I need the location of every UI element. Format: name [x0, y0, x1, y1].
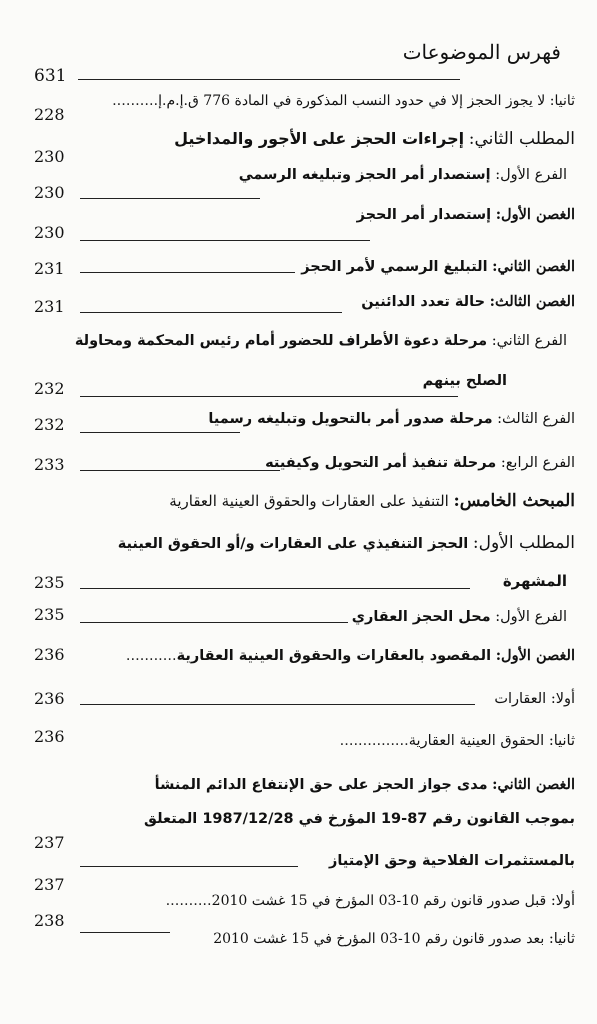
- toc-entry-leader-line: [80, 932, 170, 933]
- toc-entry-leader-line: [80, 704, 475, 705]
- toc-entry-continuation: الصلح بينهم: [422, 373, 507, 389]
- toc-entry-label: الغصن الأول:: [495, 206, 575, 223]
- toc-entry-leader-line: [80, 312, 342, 313]
- toc-entry-continuation: بموجب القانون رقم 87-19 المؤرخ في 1987/12/28 المتعلق: [144, 811, 575, 827]
- toc-entry-page: 236: [34, 645, 65, 664]
- toc-entry-label: المطلب الثاني:: [468, 129, 575, 149]
- toc-entry-leader-line: [80, 396, 458, 397]
- toc-entry-leader: ..........: [112, 93, 159, 109]
- toc-entry: [155, 774, 575, 796]
- toc-entry-page: 235: [34, 573, 65, 592]
- toc-entry-title: مرحلة دعوة الأطراف للحضور أمام رئيس المحكمة ومحاولة: [74, 333, 488, 349]
- toc-entry-title: إجراءات الحجز على الأجور والمداخيل: [174, 129, 465, 148]
- toc-entry-label: ثانيا:: [548, 733, 575, 749]
- toc-entry-page: 236: [34, 689, 65, 708]
- toc-entry: [213, 928, 575, 950]
- toc-entry-title: التنفيذ على العقارات والحقوق العينية العقارية: [169, 492, 449, 510]
- toc-entry-label: الغصن الثاني:: [492, 258, 575, 275]
- running-header-title: فهرس الموضوعات: [402, 40, 561, 64]
- toc-entry-leader-line: [80, 198, 260, 199]
- toc-entry-title: العقارات: [494, 691, 547, 707]
- toc-entry: [112, 90, 575, 112]
- toc-entry-title: مدى جواز الحجز على حق الإنتفاع الدائم المنشأ: [154, 777, 488, 793]
- toc-entry-label: الفرع الرابع:: [500, 455, 575, 471]
- toc-entry-page: 230: [34, 183, 65, 202]
- toc-entry-label: المبحث الخامس:: [453, 491, 575, 511]
- toc-entry-title: مرحلة صدور أمر بالتحويل وتبليغه رسميا: [208, 411, 493, 427]
- toc-entry-label: أولا:: [550, 691, 575, 707]
- toc-entry-page: 232: [34, 415, 65, 434]
- toc-entry-page: 235: [34, 605, 65, 624]
- toc-entry-page: 237: [34, 833, 65, 852]
- toc-entry-label: الغصن الثالث:: [489, 293, 575, 310]
- toc-entry: [126, 645, 575, 667]
- toc-entry-label: الفرع الأول:: [495, 167, 567, 183]
- toc-entry-page: 236: [34, 727, 65, 746]
- toc-entry-leader-line: [80, 240, 370, 241]
- toc-entry-leader-line: [80, 622, 348, 623]
- toc-entry-page: 238: [34, 911, 65, 930]
- toc-entry-leader: ..........: [165, 893, 212, 909]
- toc-entry-page: 230: [34, 223, 65, 242]
- toc-entry: [208, 408, 575, 430]
- toc-entry-label: الغصن الثاني:: [492, 776, 575, 793]
- toc-entry: [169, 490, 575, 512]
- toc-entry-page: 233: [34, 455, 65, 474]
- toc-entry: [239, 164, 567, 186]
- toc-entry-page: 228: [34, 105, 65, 124]
- toc-entry-title: الحجز التنفيذي على العقارات و/أو الحقوق العينية: [117, 536, 469, 552]
- toc-entry-title: حالة تعدد الدائنين: [361, 294, 486, 310]
- toc-entry-title: إستصدار أمر الحجز وتبليغه الرسمي: [238, 167, 491, 183]
- toc-entry-title: ثانيا: لا يجوز الحجز إلا في حدود النسب المذكورة في المادة 776 ق.إ.م.إ: [158, 93, 575, 109]
- toc-entry-label: الغصن الأول:: [495, 647, 575, 664]
- toc-entry-label: المطلب الأول:: [472, 533, 575, 553]
- toc-entry-title: بعد صدور قانون رقم 10-03 المؤرخ في 15 غشت 2010: [213, 931, 545, 947]
- toc-entry-leader-line: [80, 470, 280, 471]
- toc-entry: [301, 256, 575, 278]
- toc-entry: [340, 730, 575, 752]
- toc-entry-continuation: بالمستثمرات الفلاحية وحق الإمتياز: [328, 853, 575, 869]
- toc-entry: [357, 204, 575, 226]
- toc-entry: [174, 128, 575, 150]
- toc-entry-leader: ...............: [339, 733, 409, 749]
- toc-entry: [265, 452, 575, 474]
- toc-entry-label: الفرع الأول:: [495, 609, 567, 625]
- toc-entry-page: 231: [34, 297, 65, 316]
- toc-entry-page: 231: [34, 259, 65, 278]
- toc-entry: [118, 532, 575, 554]
- toc-entry-title: المقصود بالعقارات والحقوق العينية العقارية: [176, 648, 492, 664]
- toc-entry-title: التبليغ الرسمي لأمر الحجز: [301, 259, 488, 275]
- toc-entry-page: 237: [34, 875, 65, 894]
- toc-entry-leader: ...........: [125, 648, 177, 664]
- toc-entry-label: أولا:: [550, 893, 575, 909]
- toc-entry-leader-line: [80, 588, 470, 589]
- toc-entry-title: الحقوق العينية العقارية: [408, 733, 545, 749]
- page-number: 631: [34, 66, 67, 86]
- toc-entry-label: الفرع الثالث:: [497, 411, 575, 427]
- toc-entry-label: ثانيا:: [548, 931, 575, 947]
- toc-entry: [352, 606, 567, 628]
- toc-entry: [361, 291, 575, 313]
- toc-entry: [166, 890, 575, 912]
- toc-entry-leader-line: [80, 432, 240, 433]
- toc-entry-leader-line: [80, 272, 295, 273]
- toc-entry-label: الفرع الثاني:: [491, 333, 567, 349]
- toc-entry: [494, 688, 575, 710]
- header-rule: [78, 79, 460, 80]
- toc-entry-page: 232: [34, 379, 65, 398]
- toc-entry-title: محل الحجز العقاري: [351, 609, 491, 625]
- toc-entry-page: 230: [34, 147, 65, 166]
- toc-entry-title: قبل صدور قانون رقم 10-03 المؤرخ في 15 غشت 2010: [211, 893, 547, 909]
- toc-entry: [75, 330, 567, 352]
- toc-entry-title: مرحلة تنفيذ أمر التحويل وكيفيته: [265, 455, 497, 471]
- toc-entry-title: إستصدار أمر الحجز: [356, 207, 492, 223]
- toc-entry-continuation: المشهرة: [502, 572, 567, 590]
- toc-entry-leader-line: [80, 866, 298, 867]
